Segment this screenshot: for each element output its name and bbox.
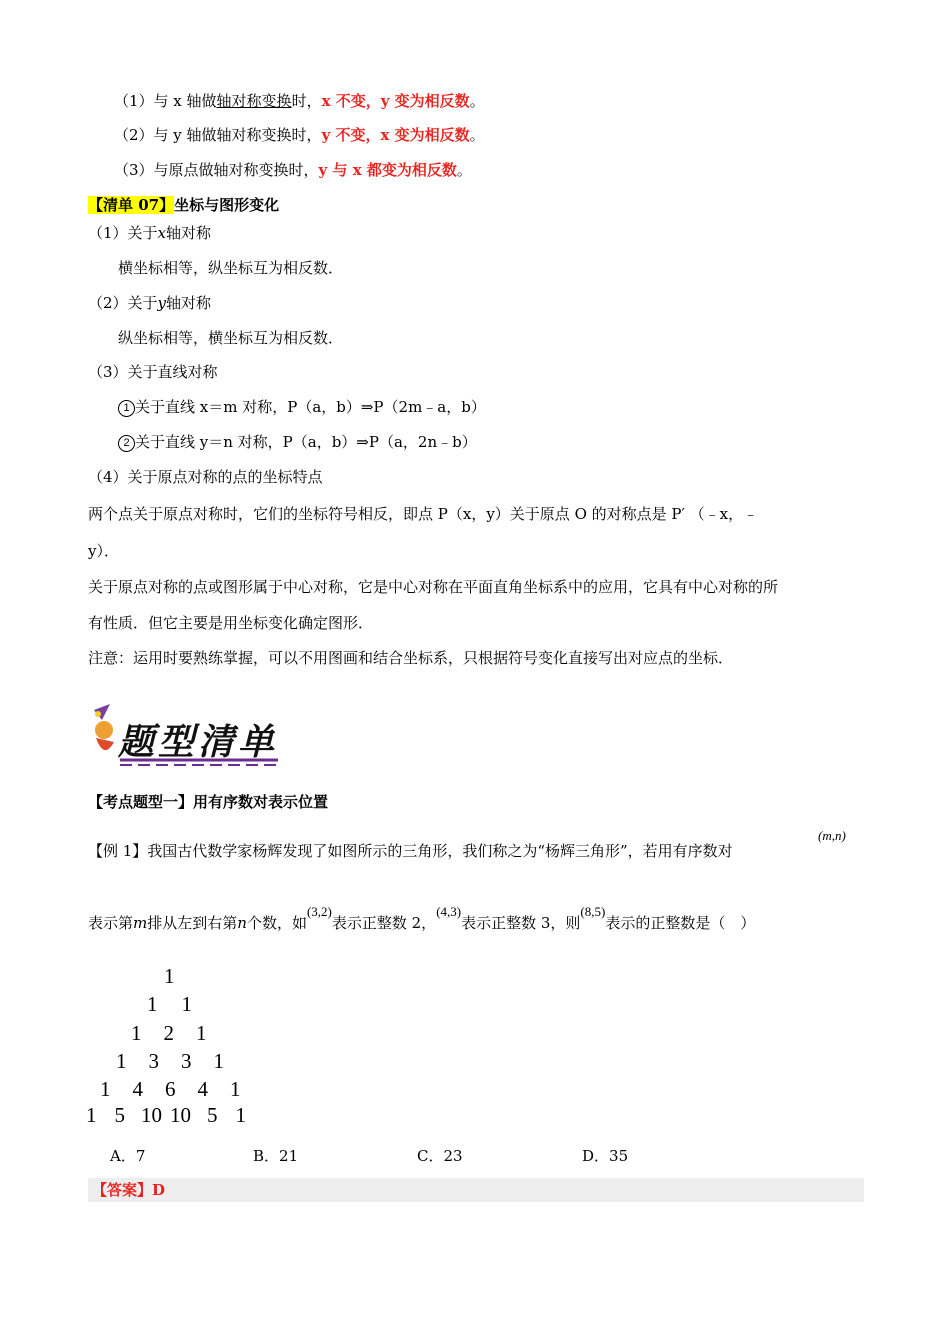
s2-heading-pre: （2）关于	[88, 294, 158, 312]
rule-3-highlight: y 与 x 都变为相反数	[318, 161, 457, 179]
triangle-number: 1	[100, 1077, 111, 1101]
section-heading	[88, 194, 279, 216]
s3-item-2	[118, 431, 477, 453]
pair-85: (8,5)	[580, 904, 606, 919]
triangle-number: 1	[213, 1049, 224, 1073]
para2-line1: 关于原点对称的点或图形属于中心对称，它是中心对称在平面直角坐标系中的应用，它具有中心对称的所	[88, 578, 779, 596]
rule-1	[114, 90, 485, 112]
var-m: m	[133, 914, 148, 932]
triangle-number: 1	[86, 1103, 97, 1127]
option-a[interactable]: A．7	[110, 1147, 146, 1165]
triangle-row-3	[131, 1020, 207, 1046]
circled-number-2: 2	[118, 435, 135, 452]
s4-heading: （4）关于原点对称的点的坐标特点	[88, 468, 323, 486]
triangle-row-6	[86, 1102, 246, 1128]
rule-2-prefix: （2）与 y 轴做轴对称变换时，	[114, 126, 322, 144]
pair-32: (3,2)	[306, 904, 332, 919]
s3-item-2-text: 关于直线 y＝n 对称，P（a，b）⇒P（a，2n﹣b）	[135, 433, 477, 451]
triangle-number: 3	[181, 1049, 192, 1073]
rule-1-underlined: 轴对称变换	[216, 92, 292, 110]
s3-item-1	[118, 396, 486, 418]
triangle-number: 1	[230, 1077, 241, 1101]
s2-text: 纵坐标相等，横坐标互为相反数．	[118, 329, 344, 347]
s2-heading	[88, 292, 211, 314]
option-b[interactable]: B．21	[253, 1147, 299, 1165]
rule-2-suffix: 。	[469, 126, 485, 144]
triangle-number: 1	[196, 1021, 207, 1045]
triangle-number: 1	[164, 964, 175, 988]
option-d[interactable]: D．35	[582, 1147, 629, 1165]
rule-1-middle: 时，	[291, 92, 322, 110]
example-line-1: 【例 1】我国古代数学家杨辉发现了如图所示的三角形，我们称之为“杨辉三角形”，若用有序数对	[88, 842, 733, 860]
pair-43: (4,3)	[436, 904, 462, 919]
triangle-number: 1	[131, 1021, 142, 1045]
answer-bar	[88, 1178, 864, 1202]
triangle-row-1	[164, 963, 175, 989]
rule-3-prefix: （3）与原点做轴对称变换时，	[114, 161, 319, 179]
s2-heading-post: 轴对称	[166, 294, 212, 312]
question-type-title: 【考点题型一】用有序数对表示位置	[88, 793, 329, 811]
circled-number-1: 1	[118, 400, 135, 417]
section-title: 坐标与图形变化	[174, 196, 280, 214]
s1-heading-pre: （1）关于	[88, 224, 158, 242]
triangle-number: 4	[132, 1077, 143, 1101]
line2-f: 表示的正整数是（ ）	[605, 914, 756, 932]
para2-line2: 有性质．但它主要是用坐标变化确定图形．	[88, 614, 374, 632]
s2-var: y	[157, 294, 167, 312]
rule-3	[114, 159, 472, 181]
s1-text: 横坐标相等，纵坐标互为相反数．	[118, 259, 344, 277]
rule-2-highlight: y 不变，x 变为相反数	[321, 126, 470, 144]
rule-1-suffix: 。	[469, 92, 485, 110]
line2-c: 个数，如	[246, 914, 307, 932]
logo-text: 题型清单	[118, 721, 279, 763]
para1-line1: 两个点关于原点对称时，它们的坐标符号相反，即点 P（x，y）关于原点 O 的对称点是 P′ （﹣x，﹣	[88, 505, 759, 523]
rule-3-suffix: 。	[456, 161, 472, 179]
triangle-number: 5	[207, 1103, 218, 1127]
triangle-row-4	[116, 1048, 224, 1074]
triangle-number: 1	[181, 992, 192, 1016]
section-tag: 【清单 07】	[88, 196, 175, 214]
line2-d: 表示正整数 2，	[331, 914, 437, 932]
triangle-row-5	[100, 1076, 241, 1102]
question-list-logo	[88, 700, 288, 772]
para1-line2: y）．	[88, 542, 119, 560]
s3-heading: （3）关于直线对称	[88, 363, 218, 381]
line2-e: 表示正整数 3，则	[461, 914, 581, 932]
triangle-row-2	[147, 991, 192, 1017]
s1-heading	[88, 222, 211, 244]
option-c[interactable]: C．23	[417, 1147, 463, 1165]
triangle-number: 6	[165, 1077, 176, 1101]
line2-b: 排从左到右第	[147, 914, 238, 932]
example-line-2	[88, 904, 756, 935]
rule-2	[114, 124, 485, 146]
triangle-number: 5	[114, 1103, 125, 1127]
rule-1-prefix: （1）与 x 轴做	[114, 92, 217, 110]
triangle-number: 2	[163, 1021, 174, 1045]
answer-text: 【答案】D	[92, 1181, 166, 1199]
s3-item-1-text: 关于直线 x＝m 对称，P（a，b）⇒P（2m﹣a，b）	[135, 398, 486, 416]
line2-a: 表示第	[88, 914, 134, 932]
s1-var: x	[157, 224, 167, 242]
pair-mn: (m,n)	[818, 828, 846, 843]
triangle-number: 4	[197, 1077, 208, 1101]
var-n: n	[237, 914, 247, 932]
note: 注意：运用时要熟练掌握，可以不用图画和结合坐标系，只根据符号变化直接写出对应点的坐标．	[88, 649, 734, 667]
rule-1-highlight: x 不变，y 变为相反数	[321, 92, 470, 110]
triangle-number: 1	[116, 1049, 127, 1073]
triangle-number: 1	[147, 992, 158, 1016]
triangle-number: 3	[148, 1049, 159, 1073]
triangle-number: 10	[141, 1103, 162, 1127]
triangle-number: 1	[235, 1103, 246, 1127]
triangle-number: 10	[170, 1103, 191, 1127]
s1-heading-post: 轴对称	[166, 224, 212, 242]
